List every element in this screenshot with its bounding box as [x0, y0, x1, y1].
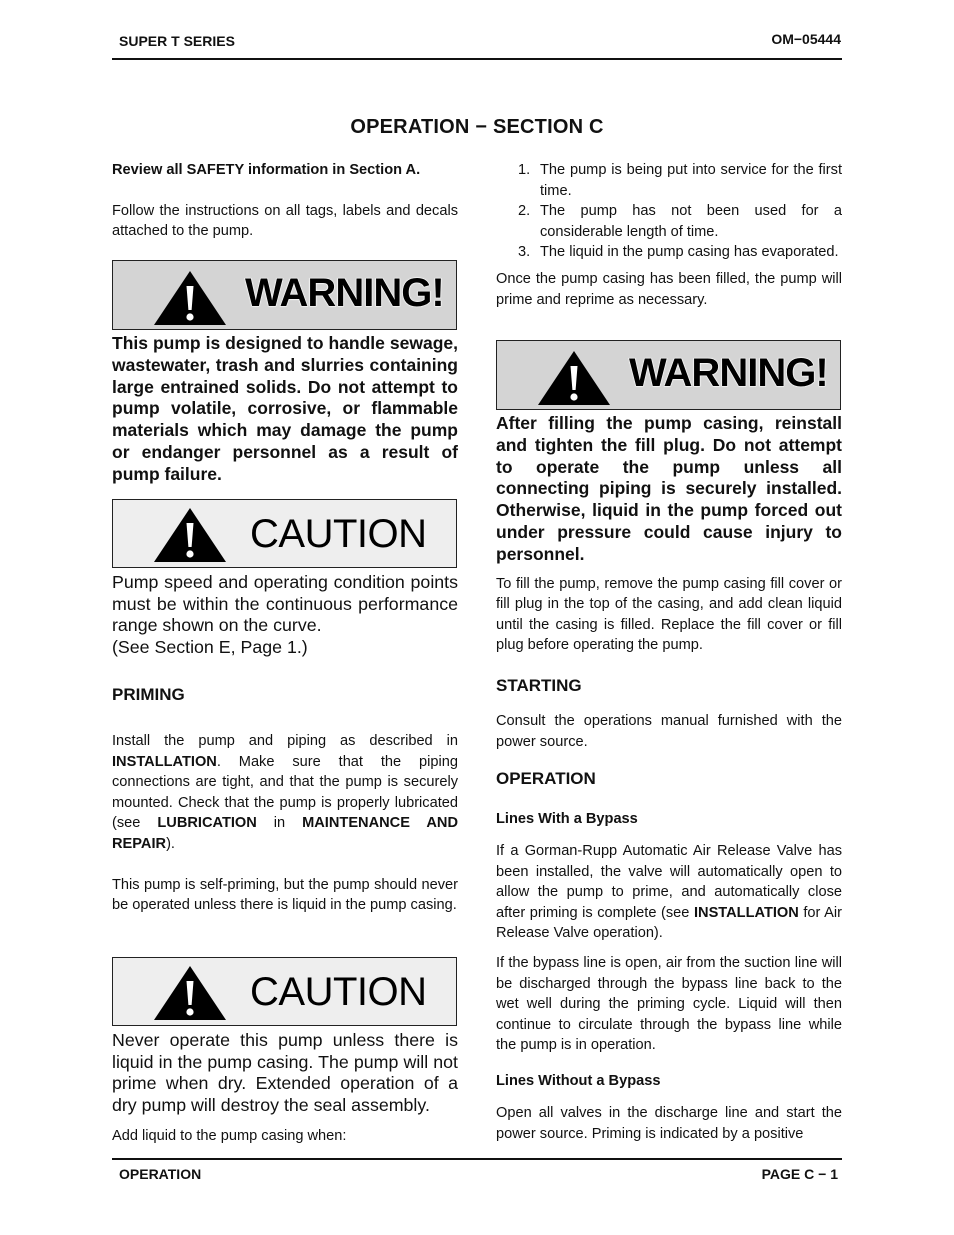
caution-triangle-icon — [153, 507, 227, 563]
once-filled-paragraph: Once the pump casing has been filled, the pump will prime and reprime as necessary. — [496, 270, 842, 308]
caution-1-text: Pump speed and operating condition points must be within the continuous performance range shown on the curve. — [112, 572, 458, 636]
warning-label: WARNING! — [629, 351, 828, 395]
bypass-paragraph-2: If the bypass line is open, air from the suction line will be discharged through the bypass line back to the wet well during the priming cycle. Liquid will then continue to circulate through the bypass line while the pump is in operation. — [496, 954, 842, 1054]
fill-pump-paragraph: To fill the pump, remove the pump casing fill cover or fill plug in the top of the casing, and add clean liquid until the casing is filled. Replace the fill cover or fill plug before operating the pump. — [496, 575, 842, 654]
priming-heading: PRIMING — [112, 685, 185, 704]
left-column — [112, 160, 458, 242]
footer-page-number: PAGE C − 1 — [761, 1166, 838, 1182]
warning-triangle-icon — [153, 270, 227, 326]
right-column — [496, 160, 842, 310]
warning-triangle-icon — [537, 350, 611, 406]
caution-box-2 — [112, 957, 457, 1026]
page-title: OPERATION − SECTION C — [350, 116, 604, 138]
caution-box-1 — [112, 499, 457, 568]
caution-2-text: Never operate this pump unless there is liquid in the pump casing. The pump will not prime when dry. Extended operation of a dry pump will destroy the seal assembly. — [112, 1030, 458, 1115]
bypass-heading: Lines With a Bypass — [496, 811, 638, 827]
nobypass-paragraph: Open all valves in the discharge line and start the power source. Priming is indicated by a positive — [496, 1104, 842, 1142]
caution-1-reference: (See Section E, Page 1.) — [112, 636, 308, 657]
caution-label: CAUTION — [250, 970, 427, 1014]
header-doc-number: OM−05444 — [771, 31, 841, 47]
priming-paragraph-1: Install the pump and piping as described in INSTALLATION. Make sure that the piping connections are tight, and that the pump is securely mounted. Check that the pump is properly lubricated (see LUBRICATION in MAINTENANCE AND REPAIR). — [112, 733, 458, 852]
footer-section: OPERATION — [119, 1166, 202, 1182]
starting-section — [496, 676, 842, 752]
operation-heading: OPERATION — [496, 769, 596, 788]
starting-heading: STARTING — [496, 676, 582, 695]
warning-box-2 — [496, 340, 841, 410]
priming-paragraph-2: This pump is self-priming, but the pump should never be operated unless there is liquid in the pump casing. — [112, 876, 458, 914]
caution-label: CAUTION — [250, 512, 427, 556]
header-rule — [112, 58, 842, 60]
safety-review-note: Review all SAFETY information in Section A. — [112, 162, 421, 178]
footer-rule — [112, 1158, 842, 1160]
operation-section — [496, 769, 842, 1144]
caution-triangle-icon — [153, 965, 227, 1021]
list-item: 2. The pump has not been used for a considerable length of time. — [518, 203, 842, 240]
follow-instructions: Follow the instructions on all tags, labels and decals attached to the pump. — [112, 202, 458, 240]
fill-conditions-list — [496, 160, 842, 263]
list-item: 3. The liquid in the pump casing has evaporated. — [518, 244, 839, 261]
warning-label: WARNING! — [245, 271, 444, 315]
bypass-paragraph-1: If a Gorman-Rupp Automatic Air Release Valve has been installed, the valve will automatically open to allow the pump to prime, and automatically close after priming is complete (see INSTALLATION for Air Release Valve operation). — [496, 843, 842, 942]
warning-1-body — [112, 333, 458, 486]
list-item: 1. The pump is being put into service for the first time. — [518, 162, 842, 199]
warning-2-body — [496, 413, 842, 656]
starting-paragraph: Consult the operations manual furnished with the power source. — [496, 713, 842, 750]
header-series: SUPER T SERIES — [119, 33, 235, 49]
caution-2-body — [112, 1030, 458, 1147]
warning-2-text: After filling the pump casing, reinstall and tighten the fill plug. Do not attempt to operate the pump unless all connecting piping is securely installed. Otherwise, liquid in the pump forced out under pressure could cause injury to personnel. — [496, 413, 842, 564]
caution-1-body — [112, 572, 458, 658]
warning-box-1 — [112, 260, 457, 330]
add-liquid-intro: Add liquid to the pump casing when: — [112, 1128, 347, 1145]
nobypass-heading: Lines Without a Bypass — [496, 1072, 661, 1089]
warning-1-text: This pump is designed to handle sewage, wastewater, trash and slurries containing large entrained solids. Do not attempt to pump volatile, corrosive, or flammable materials which may damage the pump or endanger personnel as a result of pump failure. — [112, 333, 458, 484]
priming-section — [112, 685, 458, 916]
